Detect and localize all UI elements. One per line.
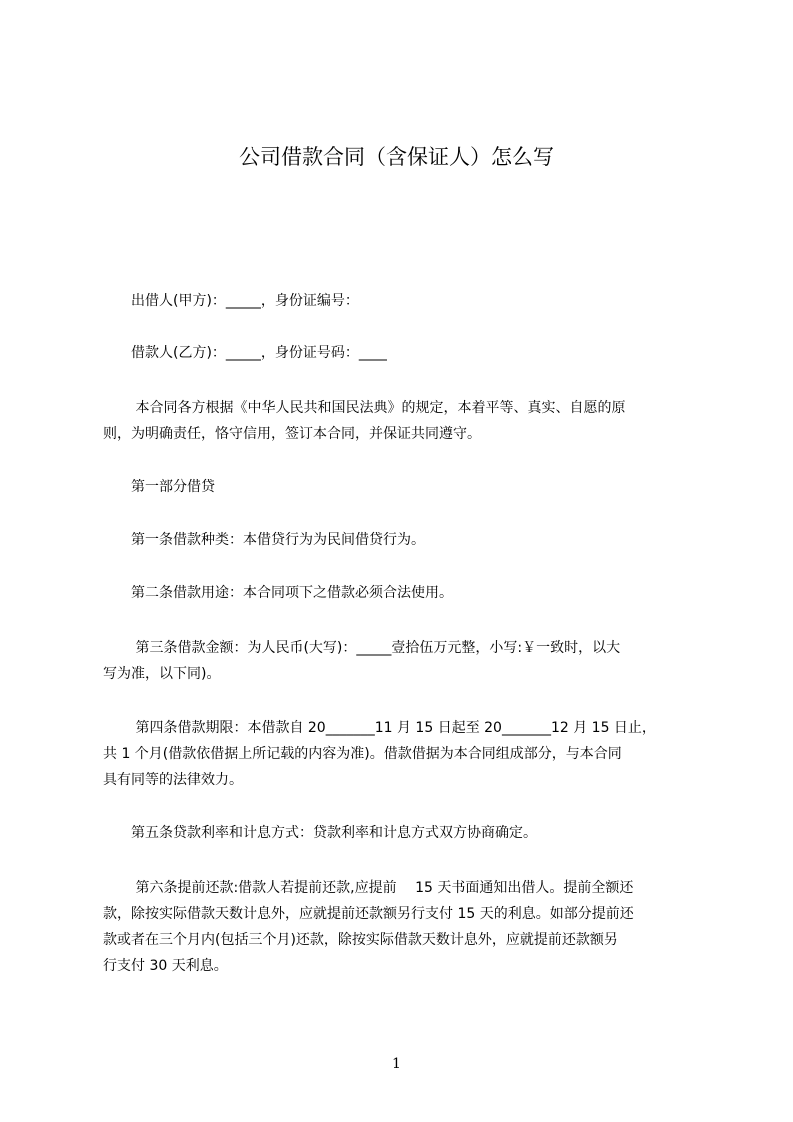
text-line: 本合同各方根据《中华人民共和国民法典》的规定，本着平等、真实、自愿的原 <box>103 400 626 416</box>
clause-2 <box>103 580 699 606</box>
text-line: 借款人(乙方)：_____，身份证号码：____ <box>103 345 387 361</box>
paragraph-borrower <box>103 340 699 366</box>
text-line: 第四条借款期限：本借款自 20_______11 月 15 日起至 20_______12 月 15 日止， <box>103 720 656 736</box>
text-line: 第一条借款种类：本借贷行为为民间借贷行为。 <box>103 532 425 548</box>
text-line: 第二条借款用途：本合同项下之借款必须合法使用。 <box>103 585 453 601</box>
text-line: 写为准，以下同)。 <box>103 666 221 682</box>
text-line: 款或者在三个月内(包括三个月)还款，除按实际借款天数计息外，应就提前还款额另 <box>103 932 618 948</box>
paragraph-preamble <box>103 395 699 447</box>
text-line: 出借人(甲方)：_____，身份证编号： <box>103 293 359 309</box>
page-number: 1 <box>392 1056 401 1072</box>
text-line: 款，除按实际借款天数计息外，应就提前还款额另行支付 15 天的利息。如部分提前还 <box>103 906 634 922</box>
text-line: 第六条提前还款:借款人若提前还款,应提前 15 天书面通知出借人。提前全额还 <box>103 880 634 896</box>
text-line: 第三条借款金额：为人民币(大写)：_____壹拾伍万元整，小写:￥一致时，以大 <box>103 640 621 656</box>
text-line: 共 1 个月(借款依借据上所记载的内容为准)。借款借据为本合同组成部分，与本合同 <box>103 746 622 762</box>
clause-6 <box>103 875 699 979</box>
document-title: 公司借款合同（含保证人）怎么写 <box>239 145 554 169</box>
paragraph-lender <box>103 288 699 314</box>
text-line: 行支付 30 天利息。 <box>103 958 228 974</box>
clause-3 <box>103 635 699 687</box>
text-line: 第五条贷款利率和计息方式：贷款利率和计息方式双方协商确定。 <box>103 825 537 841</box>
clause-4 <box>103 715 699 793</box>
section-heading <box>103 474 699 500</box>
text-line: 具有同等的法律效力。 <box>103 772 243 788</box>
clause-5 <box>103 820 699 846</box>
text-line: 则，为明确责任，恪守信用，签订本合同，并保证共同遵守。 <box>103 426 481 442</box>
clause-1 <box>103 527 699 553</box>
text-line: 第一部分借贷 <box>103 479 215 495</box>
